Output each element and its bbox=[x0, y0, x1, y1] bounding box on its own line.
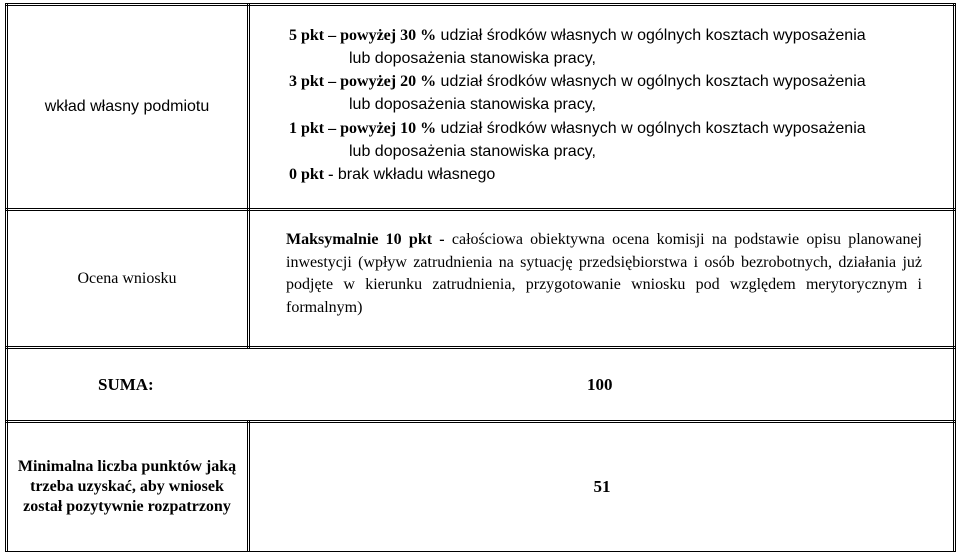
row-1-line-4: lub doposażenia stanowiska pracy, bbox=[349, 96, 596, 113]
row-1-label-cell bbox=[8, 6, 246, 208]
row-2-bold-lead: Maksymalnie 10 pkt - bbox=[286, 231, 445, 248]
row-1-line-3: 3 pkt – powyżej 20 % udział środków własnych w ogólnych kosztach wyposażenia bbox=[289, 73, 866, 90]
row-1-content-cell bbox=[252, 6, 952, 208]
row-1-line-1: 5 pkt – powyżej 30 % udział środków własnych w ogólnych kosztach wyposażenia bbox=[289, 27, 866, 44]
total-label: SUMA: bbox=[98, 374, 154, 394]
column-divider-bottom bbox=[247, 420, 250, 552]
row-1-line-5: 1 pkt – powyżej 10 % udział środków własnych w ogólnych kosztach wyposażenia bbox=[289, 120, 866, 137]
row-4-label-cell bbox=[8, 423, 246, 551]
row-1-line-7: 0 pkt - brak wkładu własnego bbox=[289, 166, 496, 183]
minimum-score-value: 51 bbox=[593, 477, 611, 496]
row-1-label: wkład własny podmiotu bbox=[44, 98, 210, 115]
row-4-value-cell bbox=[252, 423, 952, 551]
table-right-border bbox=[953, 3, 956, 552]
row-1-line-2: lub doposażenia stanowiska pracy, bbox=[349, 50, 596, 67]
row-2-content-cell bbox=[286, 229, 922, 319]
table-bottom-border bbox=[5, 551, 955, 552]
row-2-label-cell bbox=[8, 211, 246, 346]
row-1-line-6: lub doposażenia stanowiska pracy, bbox=[349, 143, 596, 160]
row-3-cell bbox=[8, 349, 952, 420]
total-value: 100 bbox=[587, 374, 613, 394]
row-2-description: całościowa obiektywna ocena komisji na podstawie opisu planowanej inwestycji (wpływ zatrudnienia na sytuację przedsiębiorstwa i osób bezrobotnych, działania już podjęte w kierunku zatrudnienia, przygotowanie wniosku pod względem merytorycznym i formalnym) bbox=[286, 231, 922, 316]
column-divider-top bbox=[247, 3, 250, 349]
row-4-label: Minimalna liczba punktów jaką trzeba uzyskać, aby wniosek został pozytywnie rozpatrzony bbox=[17, 458, 237, 515]
row-2-label: Ocena wniosku bbox=[77, 269, 177, 287]
